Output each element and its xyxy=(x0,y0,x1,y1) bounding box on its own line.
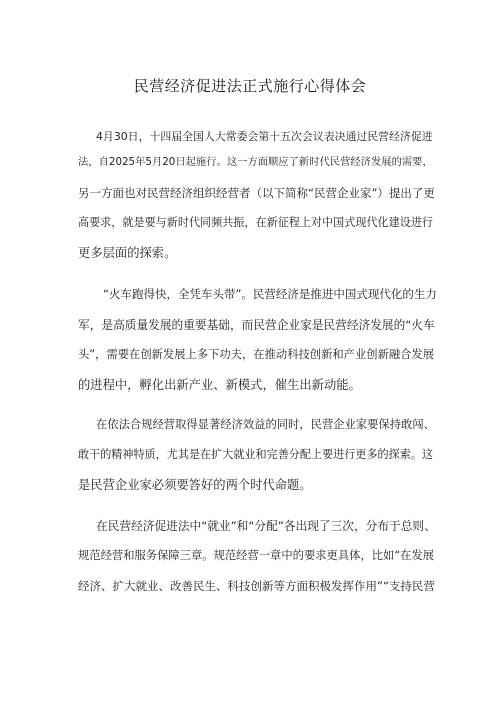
paragraph-line: 头”，需要在创新发展上多下功夫，在推动科技创新和产业创新融合发展 xyxy=(78,348,435,361)
document-title: 民营经济促进法正式施行心得体会 xyxy=(133,77,367,95)
paragraph-line: 在依法合规经营取得显著经济效益的同时，民营企业家要保持敢闯、 xyxy=(96,418,435,431)
paragraph-line: 另一方面也对民营经济组织经营者（以下简称“民营企业家”）提出了更 xyxy=(78,186,435,200)
paragraph-line: 是民营企业家必须要答好的两个时代命题。 xyxy=(78,478,312,492)
paragraph-line: 军，是高质量发展的重要基础，而民营企业家是民营经济发展的“火车 xyxy=(78,318,435,332)
paragraph-line: 规范经营和服务保障三章。规范经营一章中的要求更具体，比如“在发展 xyxy=(78,549,435,562)
paragraph-line: 敢干的精神特质，尤其是在扩大就业和完善分配上要进行更多的探索。这 xyxy=(78,448,434,461)
paragraph-line: 4月30日，十四届全国人大常委会第十五次会议表决通过民营经济促进 xyxy=(96,130,433,143)
paragraph-line: 的进程中，孵化出新产业、新模式，催生出新动能。 xyxy=(78,378,361,392)
paragraph-line: “火车跑得快，全凭车头带”。民营经济是推进中国式现代化的生力 xyxy=(103,287,437,301)
paragraph-line: 在民营经济促进法中“就业”和“分配”各出现了三次，分布于总则、 xyxy=(96,519,436,533)
paragraph-line: 法，自2025年5月20日起施行。这一方面顺应了新时代民营经济发展的需要， xyxy=(78,156,433,168)
paragraph-line: 经济、扩大就业、改善民生、科技创新等方面积极发挥作用”“支持民营 xyxy=(78,579,435,593)
paragraph-line: 更多层面的探索。 xyxy=(78,246,177,260)
paragraph-line: 高要求，就是要与新时代同频共振，在新征程上对中国式现代化建设进行 xyxy=(78,216,434,229)
